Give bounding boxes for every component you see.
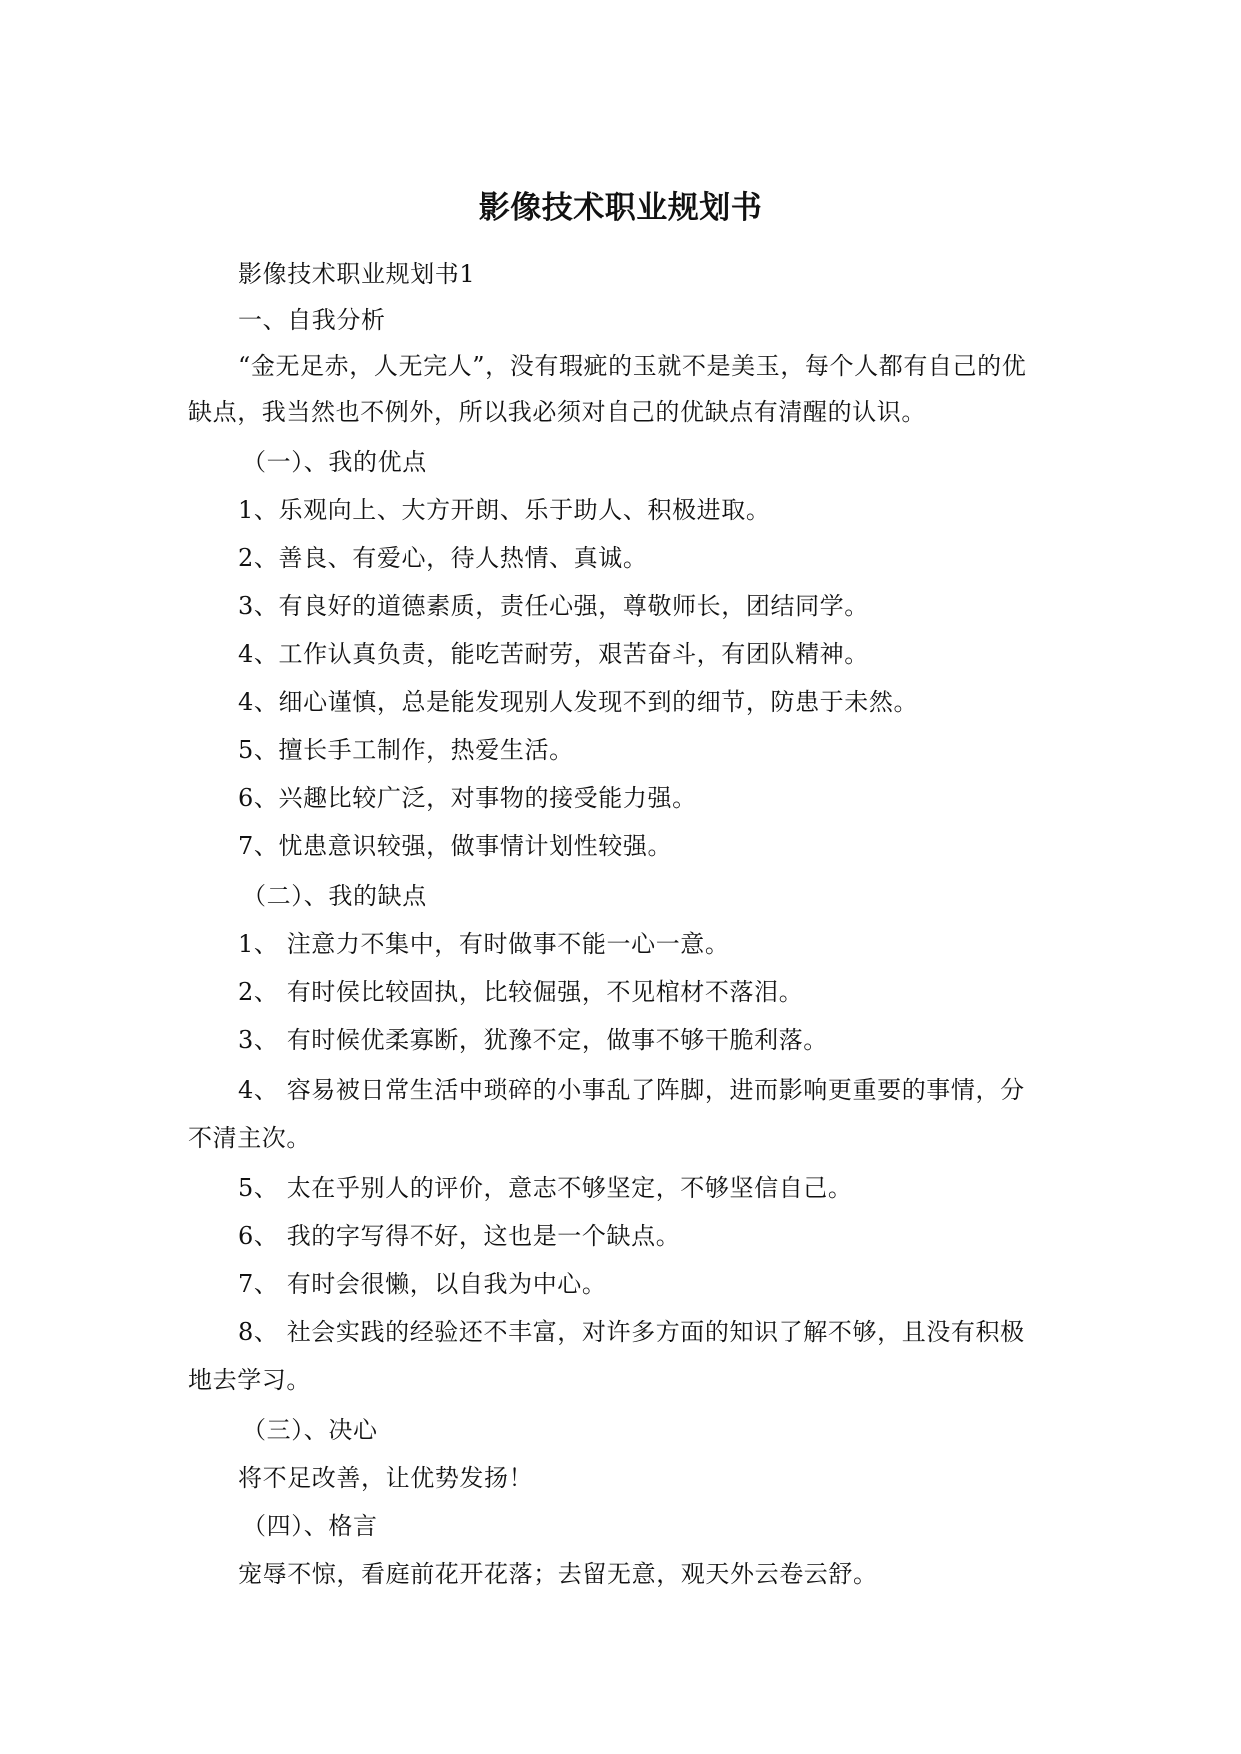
strength-item: 1、乐观向上、大方开朗、乐于助人、积极进取。 [238,496,771,524]
subsection-heading-weaknesses: （二）、我的缺点 [242,882,427,910]
weakness-item: 8、 社会实践的经验还不丰富，对许多方面的知识了解不够，且没有积极 [238,1318,1025,1346]
weakness-item: 2、 有时侯比较固执，比较倔强，不见棺材不落泪。 [238,978,804,1006]
weakness-item: 7、 有时会很懒，以自我为中心。 [238,1270,607,1298]
weakness-item: 4、 容易被日常生活中琐碎的小事乱了阵脚，进而影响更重要的事情，分 [238,1076,1025,1104]
weakness-item-continued: 地去学习。 [188,1366,311,1394]
strength-item: 4、细心谨慎，总是能发现别人发现不到的细节，防患于未然。 [238,688,919,716]
strength-item: 7、忧患意识较强，做事情计划性较强。 [238,832,673,860]
resolve-text: 将不足改善，让优势发扬！ [238,1464,534,1492]
strength-item: 6、兴趣比较广泛，对事物的接受能力强。 [238,784,697,812]
section-heading-self-analysis: 一、自我分析 [238,306,386,334]
document-title: 影像技术职业规划书 [478,190,763,226]
weakness-item: 1、 注意力不集中，有时做事不能一心一意。 [238,930,730,958]
subsection-heading-strengths: （一）、我的优点 [242,448,427,476]
subsection-heading-resolve: （三）、决心 [242,1416,378,1444]
weakness-item: 3、 有时候优柔寡断，犹豫不定，做事不够干脆利落。 [238,1026,828,1054]
intro-paragraph-line: “金无足赤，人无完人”，没有瑕疵的玉就不是美玉，每个人都有自己的优 [238,352,1027,380]
strength-item: 5、擅长手工制作，热爱生活。 [238,736,574,764]
strength-item: 3、有良好的道德素质，责任心强，尊敬师长，团结同学。 [238,592,869,620]
intro-paragraph-line: 缺点，我当然也不例外，所以我必须对自己的优缺点有清醒的认识。 [188,398,926,426]
weakness-item: 5、 太在乎别人的评价，意志不够坚定，不够坚信自己。 [238,1174,853,1202]
motto-text: 宠辱不惊，看庭前花开花落；去留无意，观天外云卷云舒。 [238,1560,878,1588]
weakness-item-continued: 不清主次。 [188,1124,311,1152]
strength-item: 2、善良、有爱心，待人热情、真诚。 [238,544,648,572]
weakness-item: 6、 我的字写得不好，这也是一个缺点。 [238,1222,681,1250]
strength-item: 4、工作认真负责，能吃苦耐劳，艰苦奋斗，有团队精神。 [238,640,869,668]
subsection-heading-motto: （四）、格言 [242,1512,378,1540]
document-heading: 影像技术职业规划书1 [238,260,476,288]
